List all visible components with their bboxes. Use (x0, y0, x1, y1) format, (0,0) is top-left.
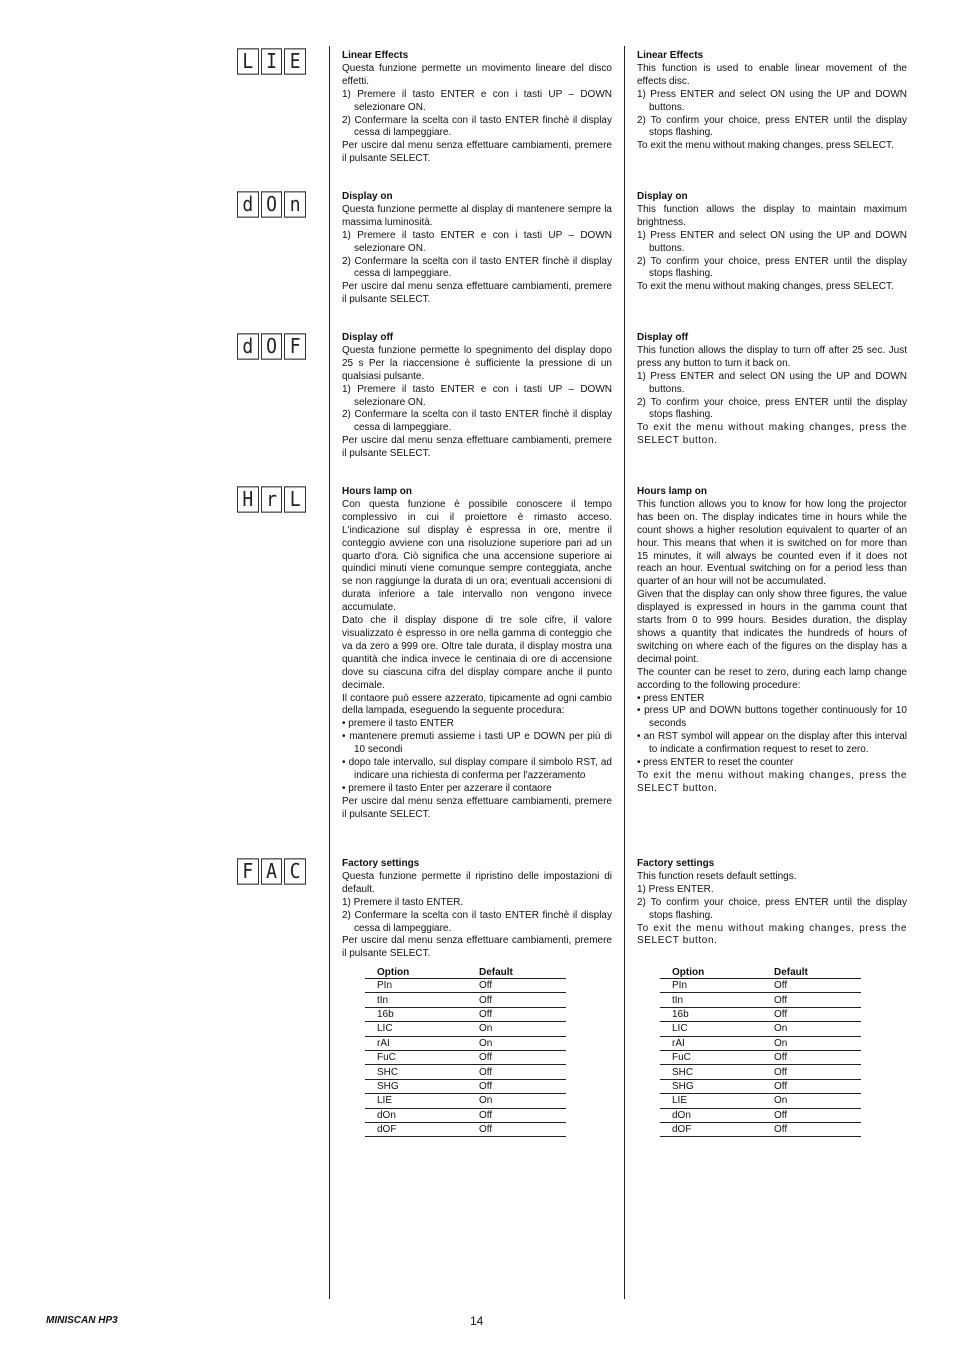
step: 2) Confermare la scelta con il tasto ENTER finchè il display cessa di lampeggiare. (342, 255, 612, 280)
section-outro: Per uscire dal menu senza effettuare cambiamenti, premere il pulsante SELECT. (342, 281, 612, 306)
defaults-table-it (365, 966, 566, 1137)
default-cell: Off (467, 979, 566, 993)
display-digit: L (237, 48, 259, 74)
display-digit: C (284, 858, 306, 884)
default-cell: On (467, 1022, 566, 1036)
default-cell: Off (467, 1007, 566, 1021)
display-digit: F (237, 858, 259, 884)
display-lie (237, 50, 306, 73)
default-cell: On (467, 1094, 566, 1108)
table-row (365, 1122, 566, 1136)
section-lie-it (342, 50, 612, 166)
option-cell: SHC (660, 1065, 762, 1079)
display-dof (237, 335, 306, 358)
default-cell: Off (762, 1007, 861, 1021)
step: 2) Confermare la scelta con il tasto ENTER finchè il display cessa di lampeggiare. (342, 114, 612, 139)
table-row (365, 1007, 566, 1021)
option-cell: dOF (660, 1122, 762, 1136)
section-outro: Per uscire dal menu senza effettuare cambiamenti, premere il pulsante SELECT. (342, 435, 612, 460)
default-cell: Off (762, 993, 861, 1007)
step: 1) Premere il tasto ENTER. (342, 896, 464, 908)
step: 1) Press ENTER and select ON using the UP and DOWN buttons. (637, 229, 907, 254)
default-cell: Off (762, 1108, 861, 1122)
paragraph: Con questa funzione è possibile conoscere il tempo complessivo in cui il proiettore è rimasto acceso. L'indicazione sul display è espressa in ore, mentre il conteggio avviene con una risoluzione superiore pari ad un quarto d'ora. Ciò significa che una accensione superiore ai quindici minuti viene comunque sempre conteggiata, anche se non raggiunge la durata di un ora; eventuali accensioni di durata inferiore a tale intervallo non vengono invece accumulate. (342, 498, 612, 614)
bullet-item: • premere il tasto ENTER (342, 718, 454, 730)
bullet-item: • premere il tasto Enter per azzerare il contaore (342, 782, 552, 794)
display-digit: L (284, 486, 306, 512)
default-cell: Off (467, 993, 566, 1007)
section-outro: To exit the menu without making changes, press SELECT. (637, 140, 894, 152)
section-title: Hours lamp on (637, 486, 708, 497)
display-digit: I (261, 48, 283, 74)
option-cell: dOn (660, 1108, 762, 1122)
table-row (365, 1065, 566, 1079)
section-fac-en (637, 858, 907, 948)
table-row (365, 1094, 566, 1108)
column-header-option: Option (365, 966, 467, 979)
section-intro: This function is used to enable linear movement of the effects disc. (637, 62, 907, 87)
section-title: Factory settings (342, 858, 420, 869)
default-cell: On (762, 1022, 861, 1036)
section-title: Display on (342, 191, 393, 202)
default-cell: Off (762, 1050, 861, 1064)
bullet-item: • an RST symbol will appear on the display after this interval to indicate a confirmation request to reset to zero. (637, 731, 907, 756)
step: 1) Premere il tasto ENTER e con i tasti UP – DOWN selezionare ON. (342, 383, 612, 408)
column-header-option: Option (660, 966, 762, 979)
table-row (660, 979, 861, 993)
display-digit: d (237, 333, 259, 359)
table-row (660, 1065, 861, 1079)
section-title: Display on (637, 191, 688, 202)
display-fac (237, 860, 306, 883)
table-row (660, 1108, 861, 1122)
display-digit: H (237, 486, 259, 512)
section-title: Factory settings (637, 858, 715, 869)
default-cell: Off (762, 1122, 861, 1136)
step: 2) To confirm your choice, press ENTER until the display stops flashing. (637, 255, 907, 280)
section-hrl-it (342, 486, 612, 822)
table-row (365, 1050, 566, 1064)
column-divider-left (329, 46, 330, 1299)
section-outro: To exit the menu without making changes, press the SELECT button. (637, 922, 907, 947)
option-cell: LIC (365, 1022, 467, 1036)
section-outro: Per uscire dal menu senza effettuare cambiamenti, premere il pulsante SELECT. (342, 935, 612, 960)
default-cell: On (467, 1036, 566, 1050)
section-outro: To exit the menu without making changes, press SELECT. (637, 281, 894, 293)
display-digit: A (261, 858, 283, 884)
paragraph: Given that the display can only show three figures, the value displayed is expressed in hours in the gamma count that starts from 0 to 999 hours. Besides duration, the display shows a quantity that indicates the hundreds of hours of switching on where each of the figures on the display has a decimal point. (637, 589, 907, 665)
option-cell: dOn (365, 1108, 467, 1122)
option-cell: dOF (365, 1122, 467, 1136)
display-digit: n (284, 191, 306, 217)
paragraph: Il contaore può essere azzerato, tipicamente ad ogni cambio della lampada, eseguendo la seguente procedura: (342, 692, 612, 717)
option-cell: LIC (660, 1022, 762, 1036)
option-cell: 16b (365, 1007, 467, 1021)
option-cell: FuC (660, 1050, 762, 1064)
defaults-table-body (365, 979, 566, 1137)
section-intro: Questa funzione permette il ripristino delle impostazioni di default. (342, 870, 612, 895)
option-cell: LIE (660, 1094, 762, 1108)
section-title: Linear Effects (342, 50, 409, 61)
step: 2) To confirm your choice, press ENTER until the display stops flashing. (637, 396, 907, 421)
table-row (660, 993, 861, 1007)
default-cell: Off (762, 1079, 861, 1093)
display-digit: E (284, 48, 306, 74)
default-cell: Off (467, 1065, 566, 1079)
section-intro: This function allows the display to turn off after 25 sec. Just press any button to turn it back on. (637, 344, 907, 369)
section-outro: Per uscire dal menu senza effettuare cambiamenti, premere il pulsante SELECT. (342, 795, 612, 820)
table-row (660, 1094, 861, 1108)
step: 2) To confirm your choice, press ENTER until the display stops flashing. (637, 114, 907, 139)
section-lie-en (637, 50, 907, 153)
default-cell: Off (467, 1050, 566, 1064)
display-digit: r (261, 486, 283, 512)
display-don (237, 193, 306, 216)
display-hrl (237, 488, 306, 511)
column-header-default: Default (467, 966, 566, 979)
bullet-item: • press ENTER to reset the counter (637, 757, 794, 769)
bullet-item: • press UP and DOWN buttons together continuously for 10 seconds (637, 705, 907, 730)
bullet-item: • mantenere premuti assieme i tasti UP e DOWN per più di 10 secondi (342, 731, 612, 756)
table-row (660, 1050, 861, 1064)
section-intro: Questa funzione permette al display di mantenere sempre la massima luminosità. (342, 203, 612, 228)
option-cell: SHC (365, 1065, 467, 1079)
step: 1) Press ENTER and select ON using the UP and DOWN buttons. (637, 88, 907, 113)
column-header-default: Default (762, 966, 861, 979)
section-intro: This function allows the display to maintain maximum brightness. (637, 203, 907, 228)
bullet-item: • dopo tale intervallo, sul display compare il simbolo RST, ad indicare una richiesta di conferma per l'azzeramento (342, 757, 612, 781)
option-cell: SHG (660, 1079, 762, 1093)
display-digit: d (237, 191, 259, 217)
option-cell: PIn (660, 979, 762, 993)
paragraph: The counter can be reset to zero, during each lamp change according to the following procedure: (637, 666, 907, 691)
step: 2) Confermare la scelta con il tasto ENTER finchè il display cessa di lampeggiare. (342, 909, 612, 934)
section-intro: Questa funzione permette lo spegnimento del display dopo 25 s Per la riaccensione è sufficiente la pressione di un qualsiasi pulsante. (342, 344, 612, 382)
table-row (365, 993, 566, 1007)
table-row (365, 1022, 566, 1036)
table-row (365, 1036, 566, 1050)
step: 2) To confirm your choice, press ENTER until the display stops flashing. (637, 896, 907, 921)
defaults-table-body (660, 979, 861, 1137)
section-outro: Per uscire dal menu senza effettuare cambiamenti, premere il pulsante SELECT. (342, 140, 612, 165)
section-title: Linear Effects (637, 50, 704, 61)
option-cell: 16b (660, 1007, 762, 1021)
section-fac-it (342, 858, 612, 961)
table-row (660, 1022, 861, 1036)
step: 2) Confermare la scelta con il tasto ENTER finchè il display cessa di lampeggiare. (342, 409, 612, 434)
table-row (660, 1122, 861, 1136)
table-row (365, 1079, 566, 1093)
default-cell: Off (467, 1108, 566, 1122)
page-number: 14 (470, 1314, 484, 1328)
display-digit: O (261, 191, 283, 217)
step: 1) Premere il tasto ENTER e con i tasti UP – DOWN selezionare ON. (342, 88, 612, 113)
section-title: Hours lamp on (342, 486, 413, 497)
table-row (660, 1036, 861, 1050)
section-intro: This function resets default settings. (637, 870, 797, 882)
default-cell: On (762, 1036, 861, 1050)
section-title: Display off (637, 332, 689, 343)
option-cell: tIn (660, 993, 762, 1007)
step: 1) Press ENTER and select ON using the UP and DOWN buttons. (637, 370, 907, 395)
section-title: Display off (342, 332, 394, 343)
section-outro: To exit the menu without making changes, press the SELECT button. (637, 422, 907, 447)
default-cell: Off (467, 1079, 566, 1093)
paragraph: Dato che il display dispone di tre sole cifre, il valore visualizzato è espresso in ore nella gamma di conteggio che va da zero a 999 ore. Oltre tale durata, il display mostra una quantità che indica invece le centinaia di ore di accensione dove su ciascuna cifra del display compare anche il punto decimale. (342, 615, 612, 691)
footer-product-title: MINISCAN HP3 (46, 1315, 118, 1326)
default-cell: Off (762, 979, 861, 993)
option-cell: SHG (365, 1079, 467, 1093)
column-divider-right (624, 46, 625, 1299)
default-cell: Off (467, 1122, 566, 1136)
table-row (365, 1108, 566, 1122)
option-cell: rAI (660, 1036, 762, 1050)
step: 1) Press ENTER. (637, 883, 714, 895)
section-hrl-en (637, 486, 907, 796)
table-row (660, 1007, 861, 1021)
default-cell: On (762, 1094, 861, 1108)
option-cell: FuC (365, 1050, 467, 1064)
option-cell: tIn (365, 993, 467, 1007)
table-row (660, 1079, 861, 1093)
section-dof-en (637, 332, 907, 448)
option-cell: rAI (365, 1036, 467, 1050)
step: 1) Premere il tasto ENTER e con i tasti UP – DOWN selezionare ON. (342, 229, 612, 254)
section-don-it (342, 191, 612, 307)
paragraph: This function allows you to know for how long the projector has been on. The display indicates time in hours while the count shows a higher resolution equivalent to quarter of an hour. This means that when it is switched on for more than 15 minutes, it will always be counted even if it does not reach an hour. Eventual switching on for a period less than quarter of an hour will not be accumulated. (637, 498, 907, 588)
section-don-en (637, 191, 907, 294)
table-row (365, 979, 566, 993)
display-digit: O (261, 333, 283, 359)
section-intro: Questa funzione permette un movimento lineare del disco effetti. (342, 62, 612, 87)
display-digit: F (284, 333, 306, 359)
section-dof-it (342, 332, 612, 461)
option-cell: PIn (365, 979, 467, 993)
default-cell: Off (762, 1065, 861, 1079)
defaults-table-en (660, 966, 861, 1137)
bullet-item: • press ENTER (637, 692, 705, 704)
option-cell: LIE (365, 1094, 467, 1108)
section-outro: To exit the menu without making changes, press the SELECT button. (637, 769, 907, 794)
